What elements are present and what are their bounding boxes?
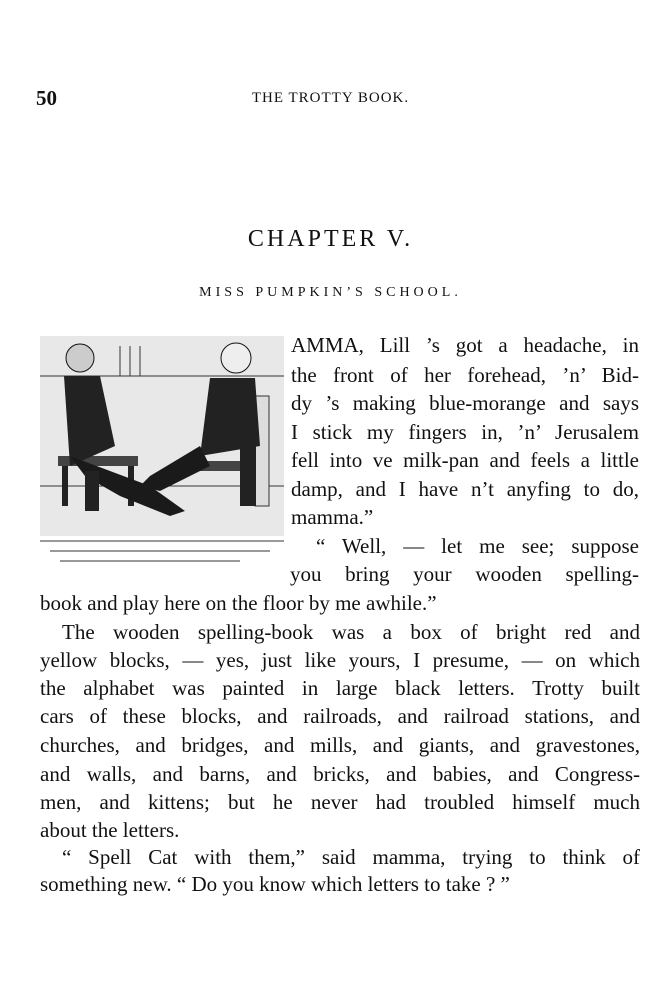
text-line: yellow blocks, — yes, just like yours, I presume, — on which — [40, 648, 640, 672]
page-number: 50 — [36, 86, 57, 110]
text-line: mamma.” — [291, 505, 374, 529]
text-line: book and play here on the floor by me awhile.” — [40, 591, 437, 615]
text-line: fell into ve milk-pan and feels a little — [291, 448, 639, 472]
text-line: AMMA, Lill ’s got a headache, in — [291, 333, 639, 357]
text-line: The wooden spelling-book was a box of bright red and — [62, 620, 640, 644]
text-line: “ Spell Cat with them,” said mamma, trying to think of — [62, 845, 640, 869]
text-line: something new. “ Do you know which letters to take ? ” — [40, 872, 510, 896]
text-line: I stick my fingers in, ’n’ Jerusalem — [291, 420, 639, 444]
text-line: dy ’s making blue-morange and says — [291, 391, 639, 415]
chapter-title: CHAPTER V. — [247, 226, 414, 252]
running-title: THE TROTTY BOOK. — [251, 90, 410, 106]
text-line: cars of these blocks, and railroads, and railroad stations, and — [40, 704, 640, 728]
text-line: churches, and bridges, and mills, and giants, and gravestones, — [40, 733, 640, 757]
text-line: men, and kittens; but he never had troubled himself much — [40, 790, 640, 814]
chapter-subtitle: MISS PUMPKIN’S SCHOOL. — [199, 285, 462, 300]
text-line: the front of her forehead, ’n’ Bid- — [291, 363, 639, 387]
text-line: about the letters. — [40, 818, 180, 842]
text-line: and walls, and barns, and bricks, and babies, and Congress- — [40, 762, 640, 786]
text-line: damp, and I have n’t anyfing to do, — [291, 477, 639, 501]
text-line: you bring your wooden spelling- — [290, 562, 639, 586]
text-line: the alphabet was painted in large black letters. Trotty built — [40, 676, 640, 700]
text-line: “ Well, — let me see; suppose — [316, 534, 639, 558]
engraving-illustration — [40, 336, 284, 572]
